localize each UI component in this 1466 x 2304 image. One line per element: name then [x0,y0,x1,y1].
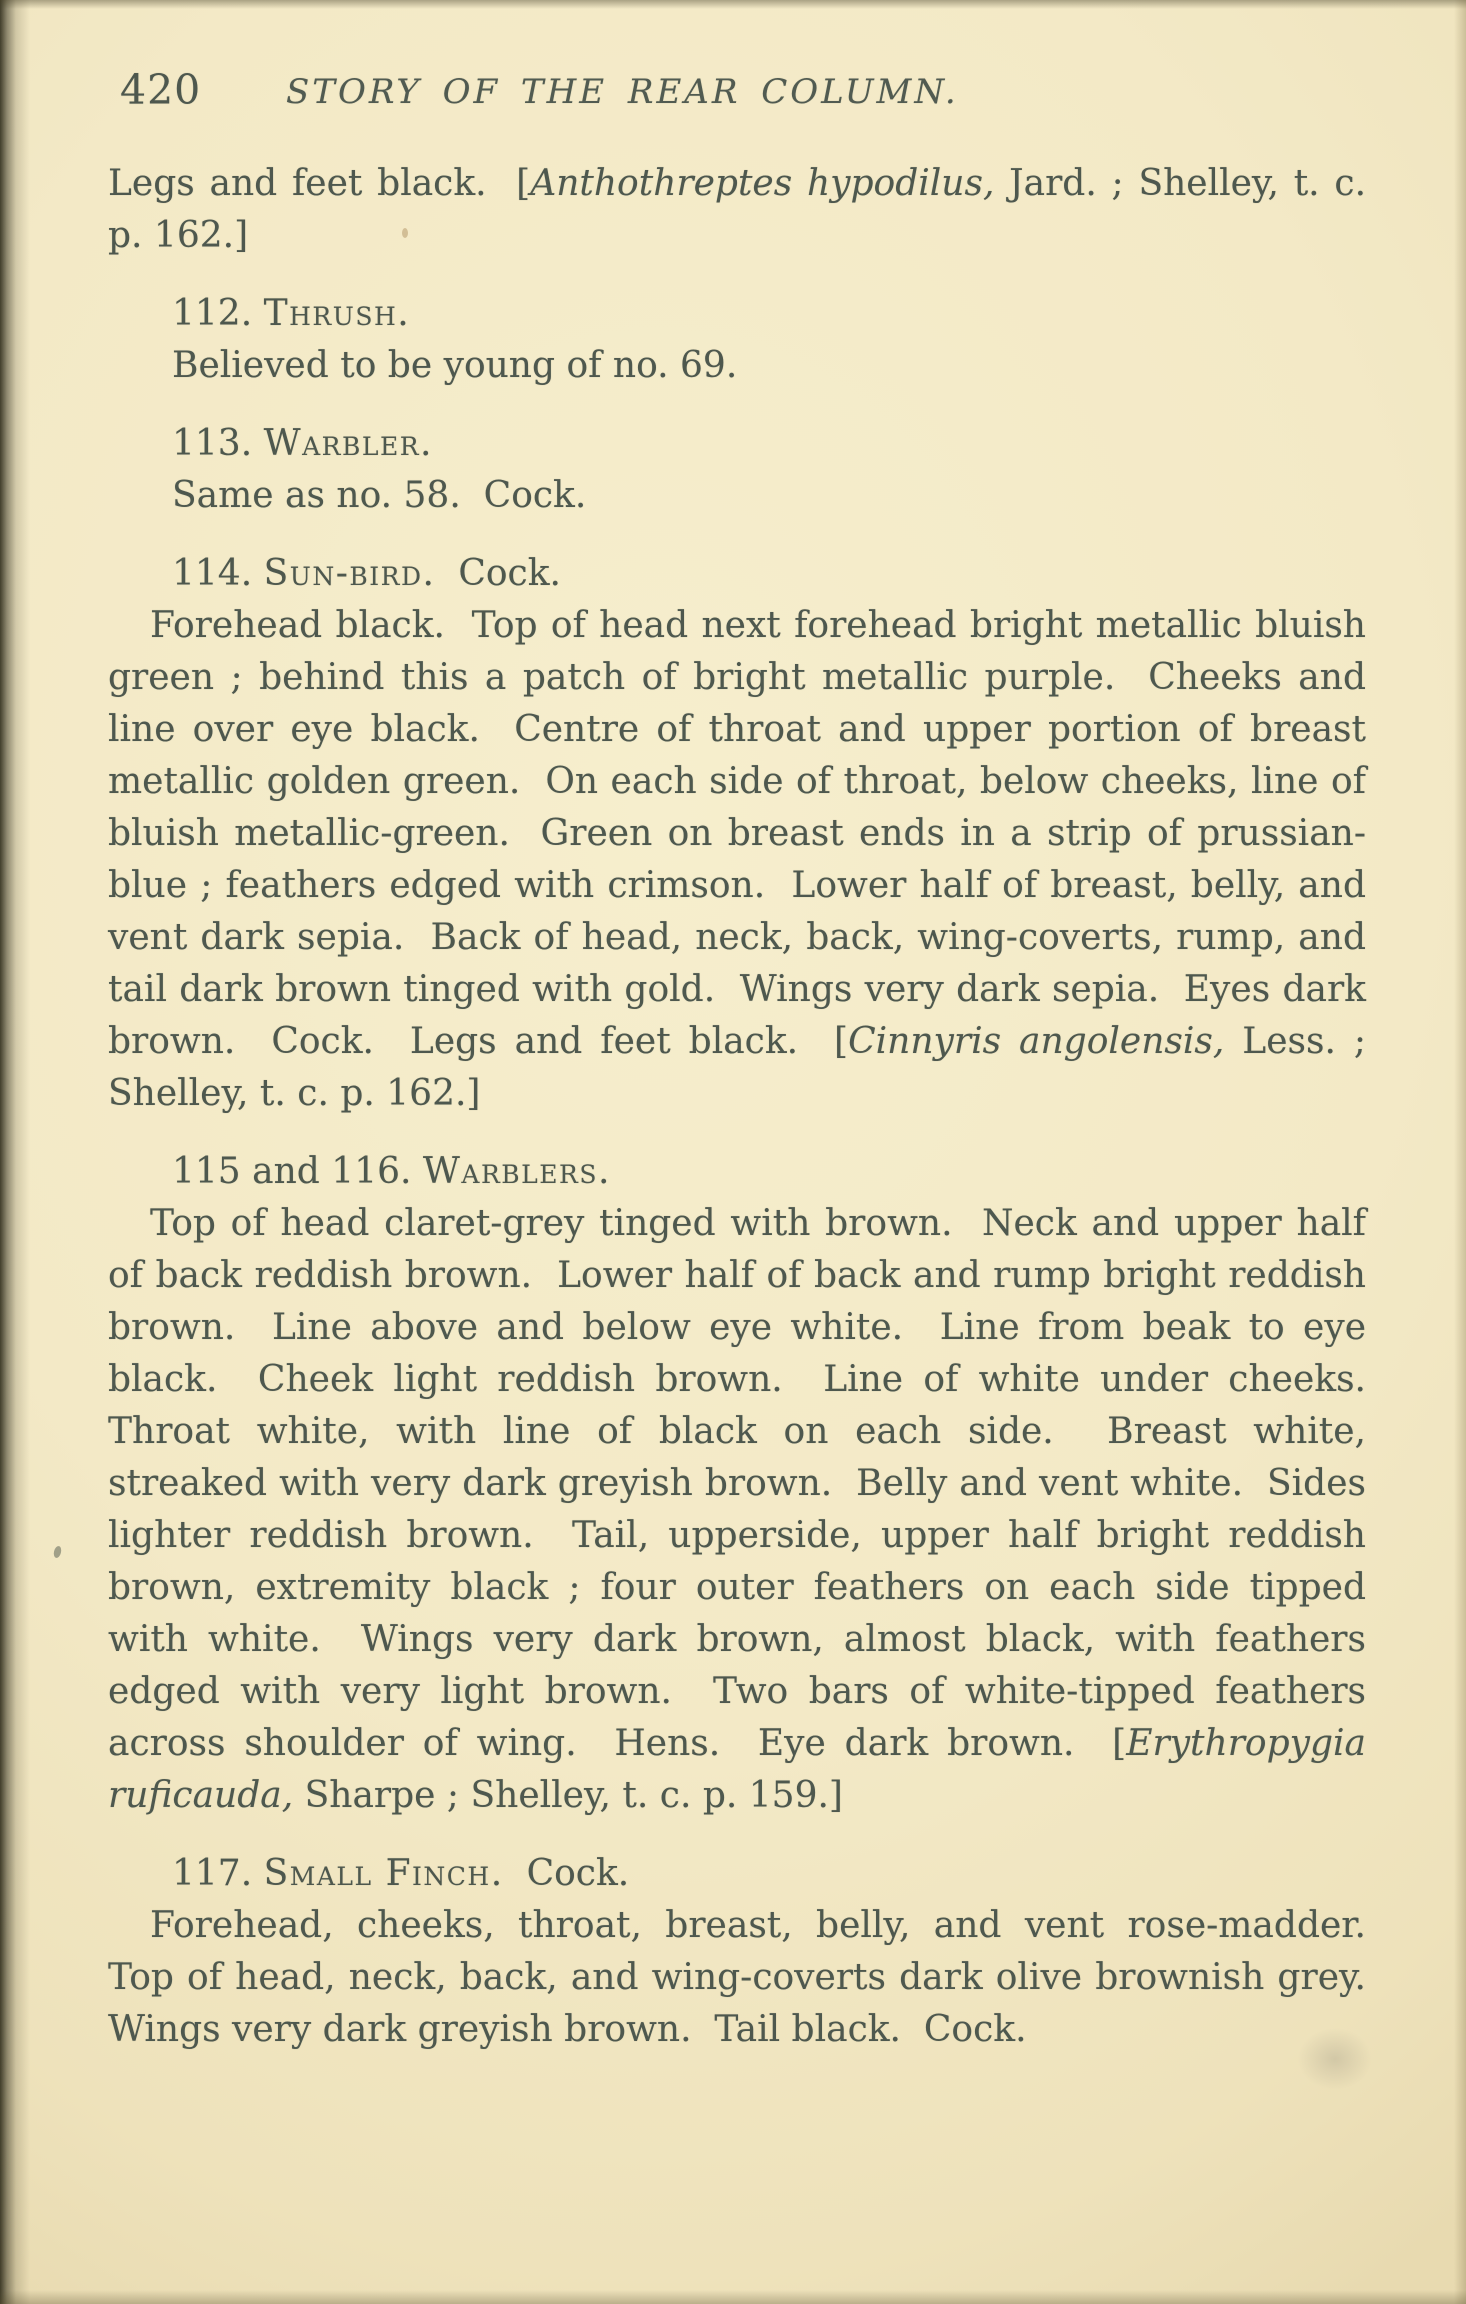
entry-number: 117. [172,1853,264,1894]
text-block [108,158,1389,2056]
latin-name: Cinnyris angolensis, [848,1021,1225,1062]
running-title: STORY OF THE REAR COLUMN. [286,72,959,112]
section-paragraph [108,340,1366,392]
entry-name: Thrush. [263,293,411,334]
entry-number: 113. [172,423,264,464]
text-segment: Forehead black. Top of head next forehead bright metallic bluish green ; behind this a patch of bright metallic purple. Cheeks and line over eye black. Centre of throat and upper portion of breast metallic golden green. On each side of throat, below cheeks, line of bluish metallic-green. Green on breast ends in a strip of prussian-blue ; feathers edged with crimson. Lower half of breast, belly, and vent dark sepia. Back of head, neck, back, wing-coverts, rump, and tail dark brown tinged with gold. Wings very dark sepia. Eyes dark brown. Cock. Legs and feet black. [ [108,605,1378,1062]
text-segment: Jard. ; Shelley, t. c. p. 162.] [108,163,1378,256]
entry-number: 115 and 116. [172,1151,423,1192]
page-gutter-shadow [0,0,30,2304]
entry-number: 112. [172,293,264,334]
section-113-warbler [108,418,1366,522]
page-top-edge [0,0,1466,9]
text-segment: Legs and feet black. [ [108,163,531,204]
entry-name: Warblers. [422,1151,611,1192]
section-heading [108,548,1366,600]
entry-name: Sun-bird. [263,553,436,594]
section-115-116-warblers [108,1146,1389,1822]
section-paragraph [108,470,1366,522]
section-paragraph [108,1900,1389,2056]
text-segment: Top of head claret-grey tinged with brown. Neck and upper half of back reddish brown. Lower half of back and rump bright reddish brown. Line above and below eye white. Line from beak to eye black. Cheek light reddish brown. Line of white under cheeks. Throat white, with line of black on each side. Breast white, streaked with very dark greyish brown. Belly and vent white. Sides lighter reddish brown. Tail, upperside, upper half bright reddish brown, extremity black ; four outer feathers on each side tipped with white. Wings very dark brown, almost black, with feathers edged with very light brown. Two bars of white-tipped feathers across shoulder of wing. Hens. Eye dark brown. [ [108,1203,1389,1764]
intro-paragraph [108,158,1378,262]
section-heading [108,288,1366,340]
section-paragraph [108,600,1378,1120]
latin-name: Anthothreptes hypodilus, [530,163,995,204]
text-segment: Sharpe ; Shelley, t. c. p. 159.] [293,1775,843,1816]
page-bottom-edge [0,2290,1466,2304]
entry-sex: Cock. [503,1853,630,1894]
page-header [0,66,1466,130]
entry-name: Small Finch. [263,1853,504,1894]
latin-name: Erythropygia ruficauda, [108,1723,1378,1816]
text-segment: Believed to be young of no. 69. [172,345,738,386]
section-112-thrush [108,288,1366,392]
ink-speck [53,1545,63,1558]
text-segment: Forehead, cheeks, throat, breast, belly, and vent rose-madder. Top of head, neck, back, and wing-coverts dark olive brownish grey. Wings very dark greyish brown. Tail black. Cock. [108,1905,1389,2050]
text-segment: Less. ; Shelley, t. c. p. 162.] [108,1021,1378,1114]
section-117-small-finch [108,1848,1389,2056]
entry-name: Warbler. [263,423,433,464]
section-heading [108,418,1366,470]
section-heading [108,1848,1366,1900]
section-paragraph [108,1198,1389,1822]
text-segment: Same as no. 58. Cock. [172,475,587,516]
page-right-edge [1454,0,1466,2304]
section-114-sun-bird [108,548,1378,1120]
entry-sex: Cock. [435,553,561,594]
entry-number: 114. [172,553,264,594]
section-heading [108,1146,1366,1198]
page-number: 420 [120,66,202,114]
